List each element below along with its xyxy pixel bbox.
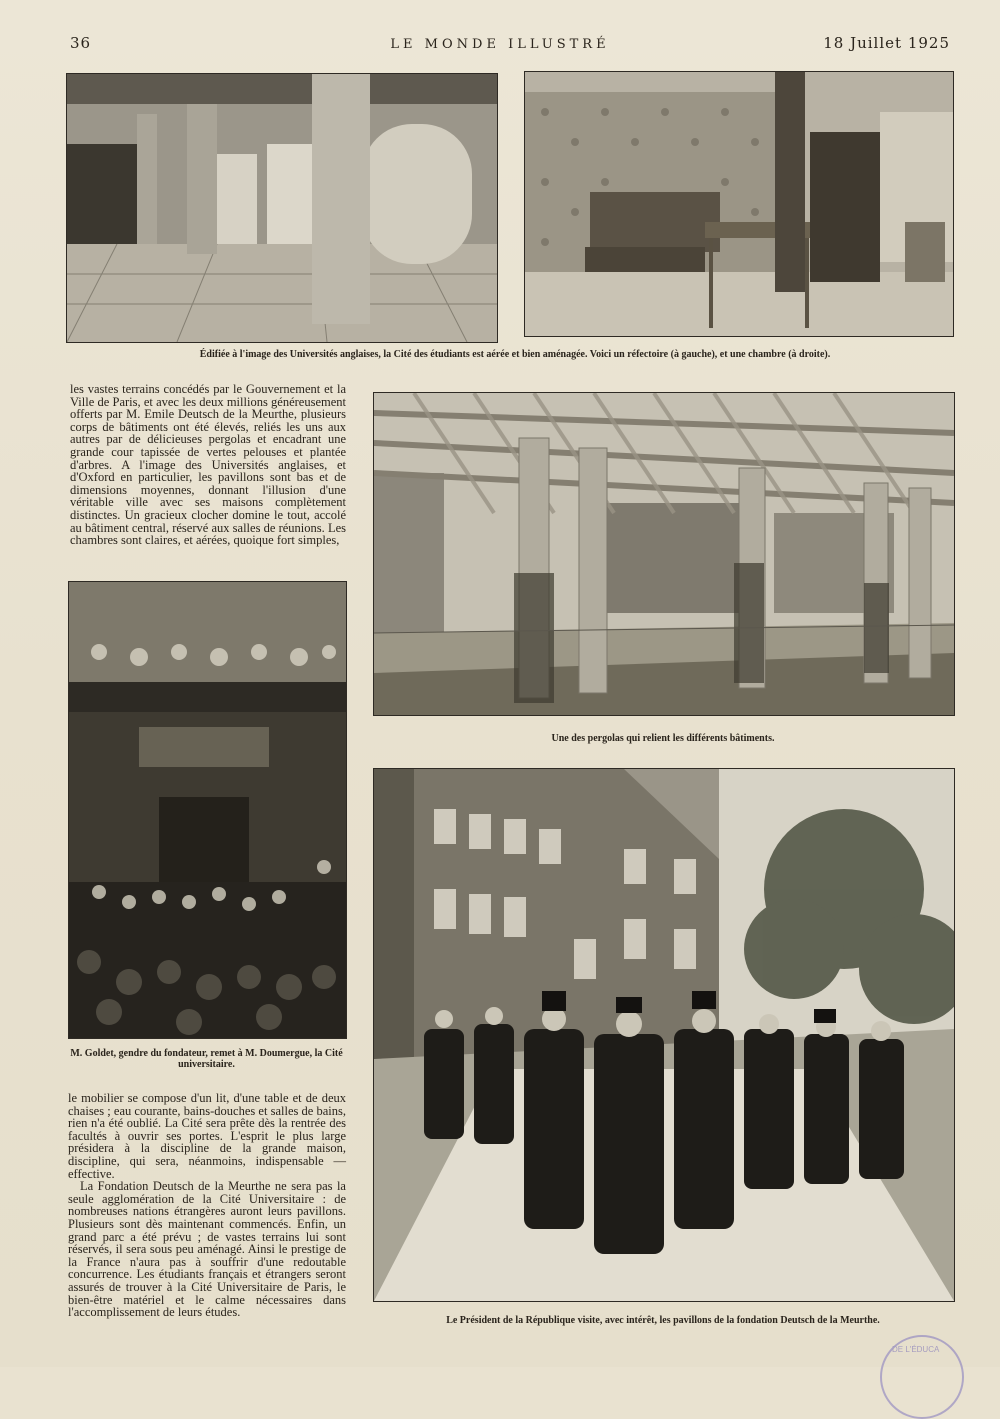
- publication-title: LE MONDE ILLUSTRÉ: [390, 37, 610, 52]
- photo-pergola: [373, 392, 955, 716]
- article-column-top: [70, 383, 346, 547]
- article-paragraph: le mobilier se compose d'un lit, d'une table et de deux chaises ; eau courante, bains-douches et salles de bains, rien n'a été oublié. La Cité sera prête dès la rentrée des facultés à ouvrir ses portes. L'esprit le plus large présidera à la discipline de la grande maison, discipline, qui sera, néanmoins, indispensable — effective.: [68, 1091, 346, 1181]
- library-stamp: DE L'ÉDUCA: [880, 1335, 964, 1419]
- page-number: 36: [70, 34, 92, 52]
- photo-president-visit: [373, 768, 955, 1302]
- caption-pergola: Une des pergolas qui relient les différents bâtiments.: [551, 733, 775, 744]
- photo-bedroom: [524, 71, 954, 337]
- photo-refectory: [66, 73, 498, 343]
- article-paragraph: La Fondation Deutsch de la Meurthe ne sera pas la seule agglomération de la Cité Universitaire : de nombreuses nations étrangères auront leurs pavillons. Plusieurs sont dès maintenant commencés. Enfin, un grand parc a été prévu ; de vastes terrains lui sont réservés, il sera sous peu aménagé. Ainsi le prestige de la France n'aura pas à souffrir d'une redoutable concurrence. Les étudiants français et étrangers seront assurés de trouver à la Cité Universitaire de Paris, le bien-être matériel et le calme nécessaires dans l'accomplissement de leurs études.: [68, 1179, 346, 1320]
- article-paragraph: les vastes terrains concédés par le Gouvernement et la Ville de Paris, et avec les deux millions généreusement offerts par M. Emile Deutsch de la Meurthe, plusieurs corps de bâtiments ont été élevés, reliés les uns aux autres par de délicieuses pergolas et encadrant une grande cour tapissée de vertes pelouses et plantée d'arbres. A l'image des Universités anglaises, et d'Oxford en particulier, les pavillons sont bas et de dimensions moyennes, donnant l'illusion d'une véritable ville avec ses maisons complètement distinctes. Un gracieux clocher domine le tout, accolé au bâtiment central, réservé aux salles de réunions. Les chambres sont claires, et aérées, quoique fort simples,: [70, 382, 346, 548]
- caption-top: Édifiée à l'image des Universités anglaises, la Cité des étudiants est aérée et bien aménagée. Voici un réfectoire (à gauche), et une chambre (à droite).: [199, 349, 831, 360]
- caption-goldet: M. Goldet, gendre du fondateur, remet à M. Doumergue, la Cité universitaire.: [70, 1048, 343, 1070]
- photo-ceremony: [68, 581, 347, 1039]
- caption-president: Le Président de la République visite, avec intérêt, les pavillons de la fondation Deutsch de la Meurthe.: [446, 1315, 880, 1326]
- issue-date: 18 Juillet 1925: [823, 34, 950, 52]
- article-column-bottom: [68, 1092, 346, 1319]
